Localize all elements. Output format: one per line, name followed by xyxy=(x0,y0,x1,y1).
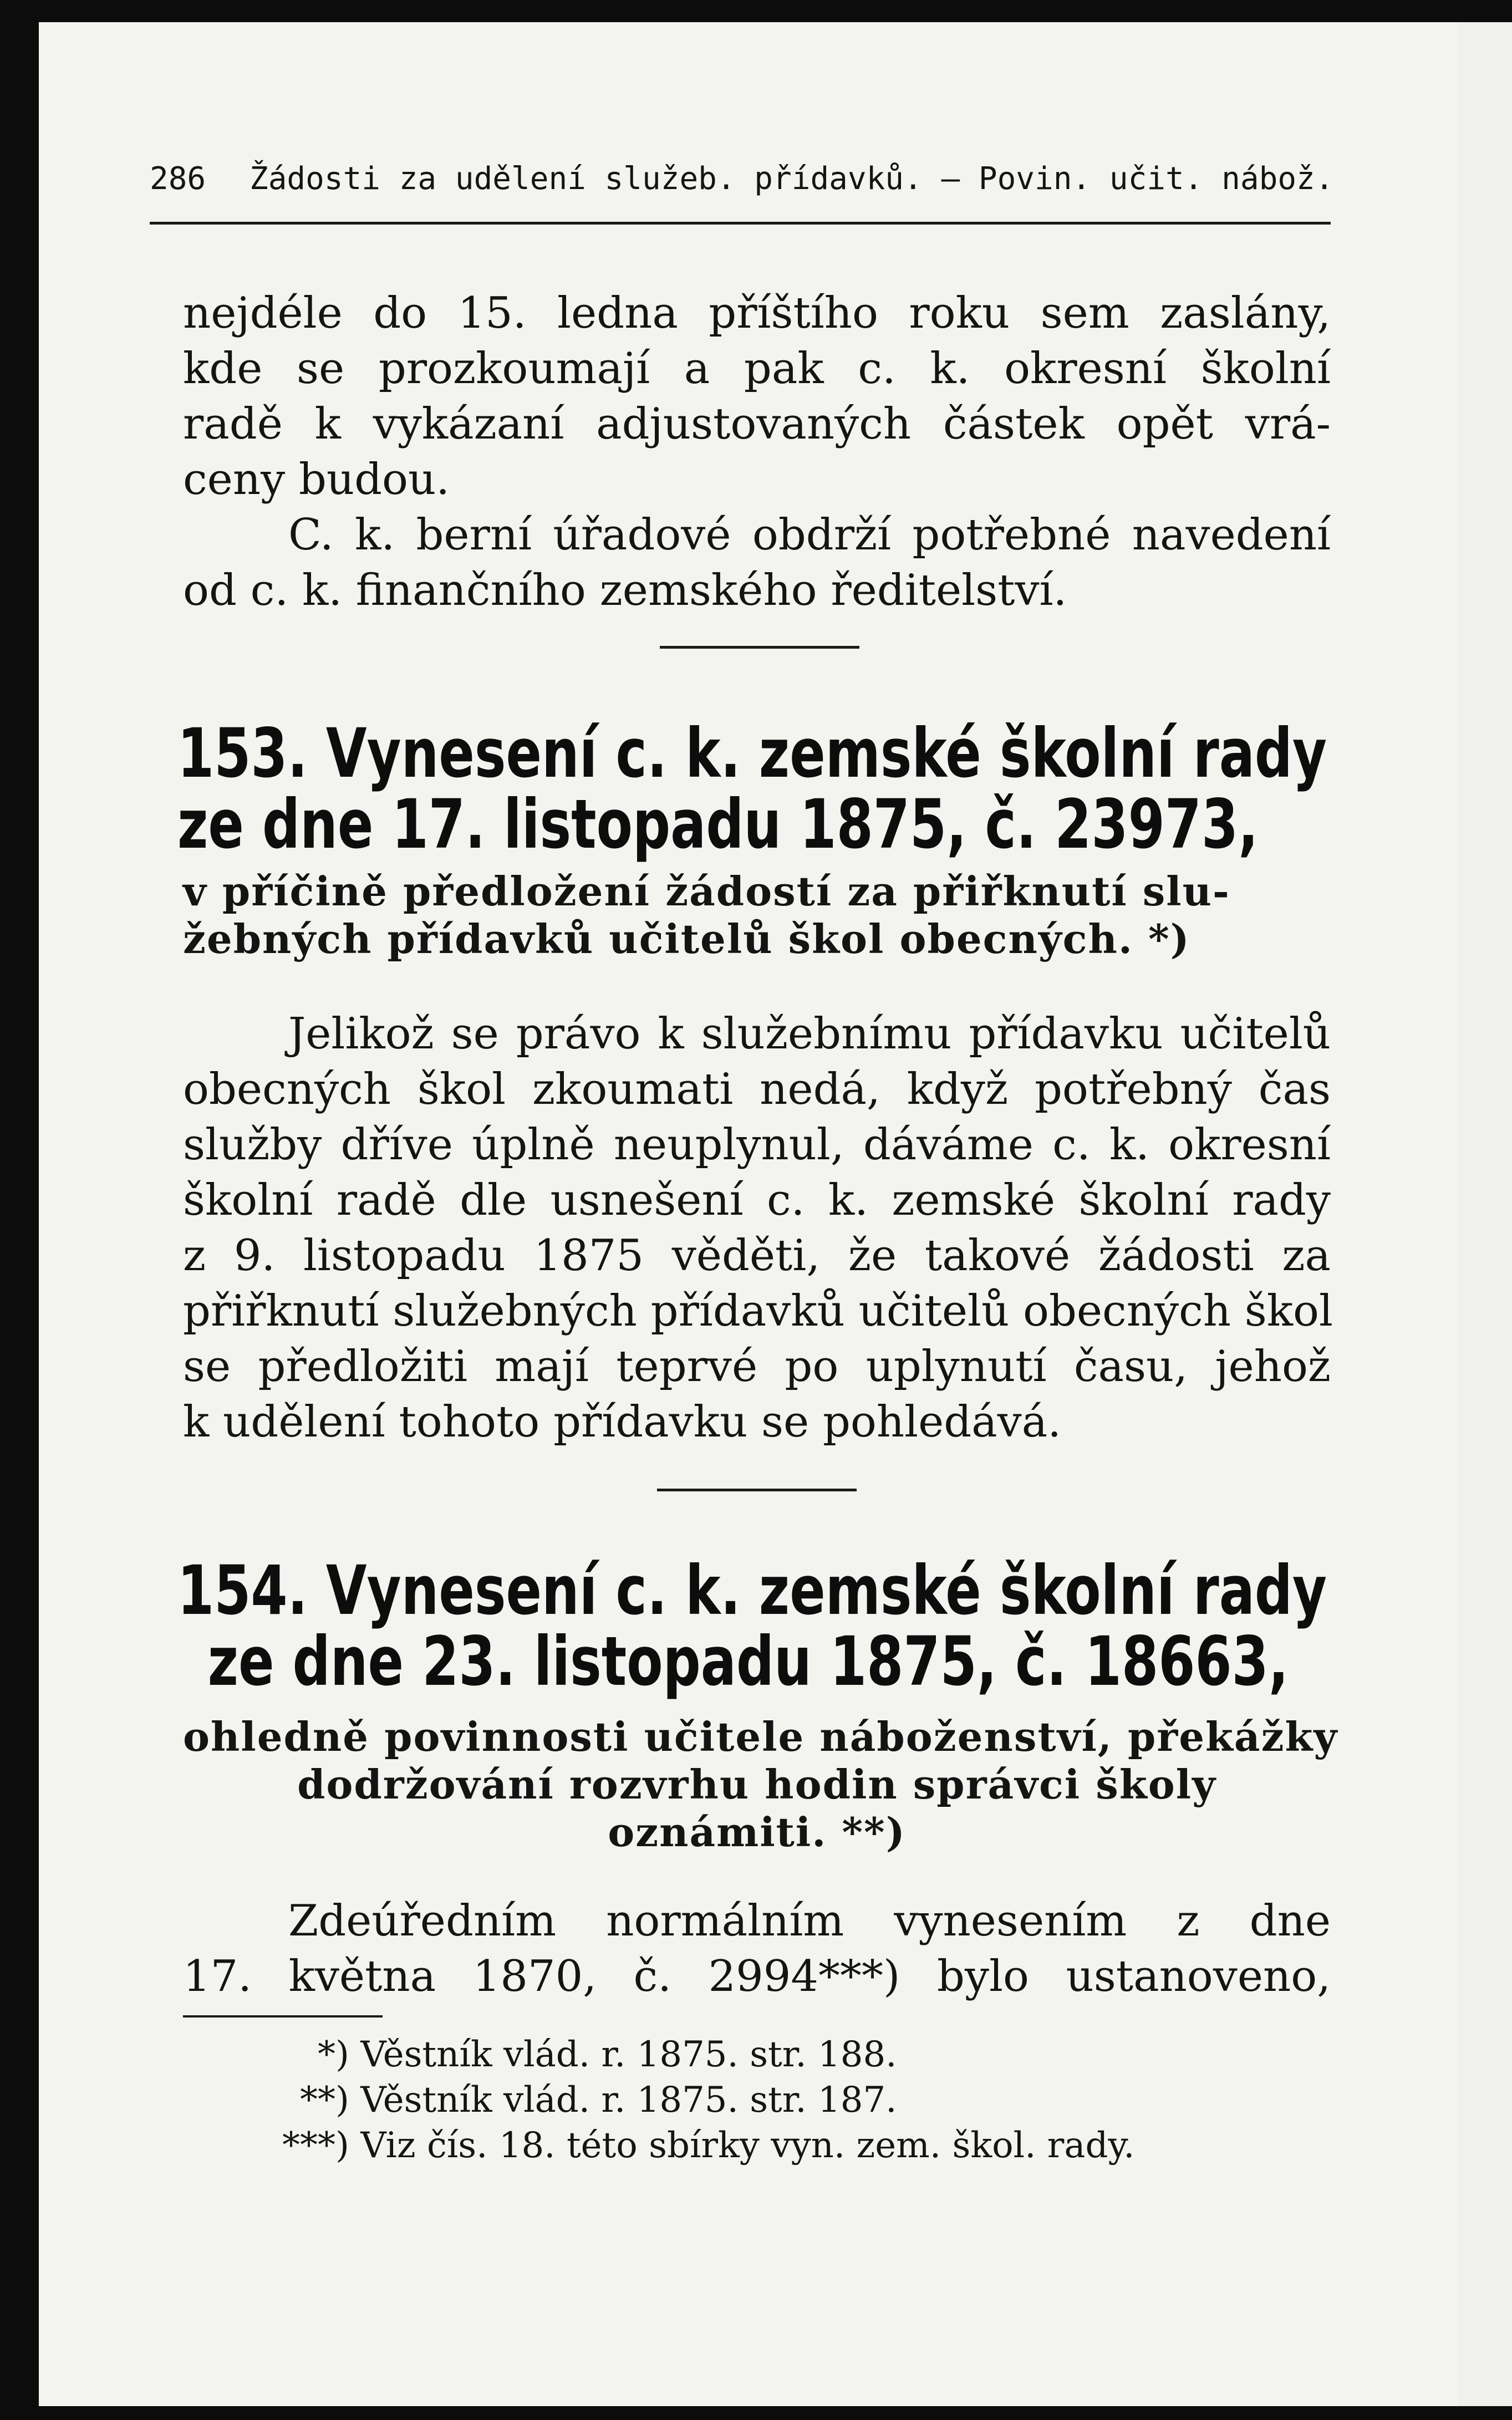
text-line: z 9. listopadu 1875 věděti, že takové žádosti za xyxy=(183,1231,1331,1281)
section-153-heading xyxy=(177,714,1327,864)
section-153-body xyxy=(183,1006,1331,1450)
heading-line: ze dne 17. listopadu 1875, č. 23973, xyxy=(177,785,1259,864)
footnote xyxy=(244,2032,1135,2168)
running-title: Žádosti za udělení služeb. přídavků. — Povin. učit. nábož. xyxy=(250,161,1334,197)
footnote-text: Věstník vlád. r. 1875. str. 188. xyxy=(360,2034,897,2075)
footnote-mark: ***) xyxy=(282,2125,349,2166)
text-line: C. k. berní úřadové obdrží potřebné navedení xyxy=(288,510,1331,560)
section-divider xyxy=(660,646,859,649)
section-154-subheading xyxy=(183,1713,1338,1856)
heading-line: 154. Vynesení c. k. zemské školní rady xyxy=(177,1551,1327,1630)
footnote-mark: **) xyxy=(300,2080,349,2121)
text-line: Jelikož se právo k služebnímu přídavku učitelů xyxy=(288,1009,1331,1059)
page-number: 286 xyxy=(150,161,206,197)
header-rule xyxy=(150,222,1331,225)
text-line: služby dříve úplně neuplynul, dáváme c. k. okresní xyxy=(183,1120,1331,1170)
section-154-heading xyxy=(177,1551,1327,1701)
text-line: k udělení tohoto přídavku se pohledává. xyxy=(183,1397,1062,1447)
text-line: 17. května 1870, č. 2994***) bylo ustanoveno, xyxy=(183,1952,1331,2001)
text-line: Zdeúředním normálním vynesením z dne xyxy=(288,1896,1331,1946)
intro-paragraph xyxy=(183,286,1331,618)
subheading-line: žebných přídavků učitelů škol obecných. *) xyxy=(183,915,1190,962)
subheading-line: dodržování rozvrhu hodin správci školy xyxy=(297,1761,1216,1808)
text-line: školní radě dle usnešení c. k. zemské školní rady xyxy=(183,1175,1331,1225)
section-154-body xyxy=(183,1893,1331,2004)
footnote-rule xyxy=(183,2015,383,2017)
section-divider xyxy=(657,1489,857,1491)
text-line: obecných škol zkoumati nedá, když potřebný čas xyxy=(183,1064,1331,1114)
text-line: nejdéle do 15. ledna příštího roku sem zaslány, xyxy=(183,288,1331,338)
adjacent-page-edge xyxy=(1458,22,1512,2406)
page-header xyxy=(150,161,1334,205)
heading-line: 153. Vynesení c. k. zemské školní rady xyxy=(177,714,1327,793)
text-line: přiřknutí služebných přídavků učitelů obecných škol xyxy=(183,1286,1333,1336)
text-line: se předložiti mají teprvé po uplynutí času, jehož xyxy=(183,1342,1331,1392)
subheading-line: ohledně povinnosti učitele náboženství, překážky xyxy=(183,1713,1338,1760)
text-line: od c. k. finančního zemského ředitelství. xyxy=(183,565,1067,615)
footnote-text: Viz čís. 18. této sbírky vyn. zem. škol. rady. xyxy=(360,2125,1135,2166)
subheading-line: v příčině předložení žádostí za přiřknutí slu- xyxy=(183,868,1230,915)
text-line: radě k vykázaní adjustovaných částek opět vrá- xyxy=(183,399,1331,449)
text-line: kde se prozkoumají a pak c. k. okresní školní xyxy=(183,344,1331,394)
section-153-subheading xyxy=(183,868,1331,963)
subheading-line: oznámiti. **) xyxy=(608,1808,906,1856)
heading-line: ze dne 23. listopadu 1875, č. 18663, xyxy=(207,1622,1289,1701)
text-line: ceny budou. xyxy=(183,455,450,505)
footnote-text: Věstník vlád. r. 1875. str. 187. xyxy=(360,2080,897,2121)
footnote-mark: *) xyxy=(318,2034,349,2075)
